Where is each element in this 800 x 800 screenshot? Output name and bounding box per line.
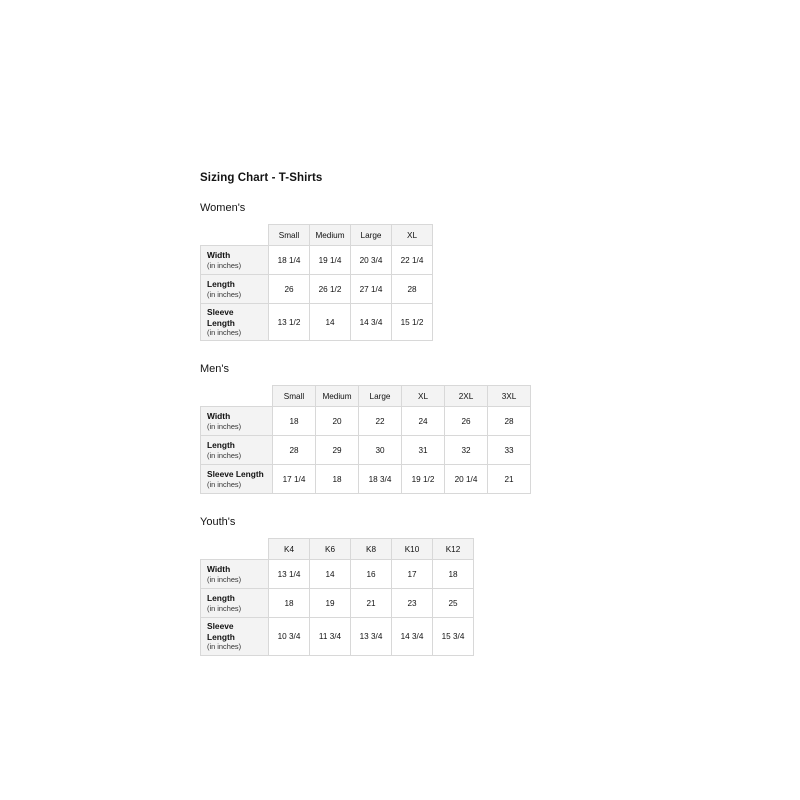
table-cell: 27 1/4	[351, 275, 392, 304]
column-header: Medium	[316, 386, 359, 407]
column-header: Small	[269, 225, 310, 246]
table-cell: 28	[273, 436, 316, 465]
table-header-row	[201, 386, 531, 407]
table-cell: 26 1/2	[310, 275, 351, 304]
section-mens	[200, 363, 800, 494]
row-unit: (in inches)	[207, 574, 242, 584]
column-header: Large	[351, 225, 392, 246]
row-label: Width	[207, 411, 231, 422]
table-header-row	[201, 225, 433, 246]
row-header	[201, 465, 273, 494]
column-header: K10	[392, 539, 433, 560]
column-header: K12	[433, 539, 474, 560]
row-label: Length	[207, 279, 235, 290]
table-cell: 20 1/4	[445, 465, 488, 494]
column-header: 2XL	[445, 386, 488, 407]
table-cell: 33	[488, 436, 531, 465]
table-cell: 11 3/4	[310, 618, 351, 655]
column-header: Medium	[310, 225, 351, 246]
column-header: K6	[310, 539, 351, 560]
column-header: K4	[269, 539, 310, 560]
row-unit: (in inches)	[207, 642, 242, 652]
table-cell: 19	[310, 589, 351, 618]
row-header	[201, 407, 273, 436]
row-header	[201, 304, 269, 341]
table-corner-cell	[201, 386, 273, 407]
table-cell: 14	[310, 304, 351, 341]
column-header: Large	[359, 386, 402, 407]
section-title-mens: Men's	[200, 363, 229, 376]
row-label: Length	[207, 440, 235, 451]
table-cell: 18 3/4	[359, 465, 402, 494]
table-cell: 28	[392, 275, 433, 304]
table-cell: 24	[402, 407, 445, 436]
table-row	[201, 246, 433, 275]
table-cell: 10 3/4	[269, 618, 310, 655]
page-title: Sizing Chart - T-Shirts	[200, 172, 323, 184]
table-cell: 31	[402, 436, 445, 465]
row-header	[201, 436, 273, 465]
row-header	[201, 618, 269, 655]
column-header: XL	[392, 225, 433, 246]
row-unit: (in inches)	[207, 260, 242, 270]
row-unit: (in inches)	[207, 289, 242, 299]
table-cell: 21	[488, 465, 531, 494]
table-cell: 13 1/4	[269, 560, 310, 589]
table-cell: 26	[445, 407, 488, 436]
table-cell: 18 1/4	[269, 246, 310, 275]
table-cell: 26	[269, 275, 310, 304]
table-cell: 28	[488, 407, 531, 436]
sizing-table-youths	[200, 538, 474, 655]
row-unit: (in inches)	[207, 450, 242, 460]
row-unit: (in inches)	[207, 479, 242, 489]
table-cell: 20 3/4	[351, 246, 392, 275]
row-header	[201, 560, 269, 589]
column-header: Small	[273, 386, 316, 407]
table-cell: 25	[433, 589, 474, 618]
row-label: Sleeve Length	[207, 307, 235, 328]
section-title-womens: Women's	[200, 202, 246, 214]
table-row	[201, 560, 474, 589]
table-cell: 18	[269, 589, 310, 618]
row-label: Sleeve Length	[207, 469, 264, 480]
table-cell: 14 3/4	[351, 304, 392, 341]
table-row	[201, 618, 474, 655]
table-cell: 18	[316, 465, 359, 494]
table-cell: 18	[433, 560, 474, 589]
row-label: Sleeve Length	[207, 621, 235, 642]
table-cell: 32	[445, 436, 488, 465]
table-cell: 19 1/2	[402, 465, 445, 494]
table-cell: 20	[316, 407, 359, 436]
table-corner-cell	[201, 225, 269, 246]
table-cell: 16	[351, 560, 392, 589]
row-label: Length	[207, 593, 235, 604]
sizing-table-womens	[200, 224, 433, 341]
row-header	[201, 275, 269, 304]
table-cell: 21	[351, 589, 392, 618]
row-label: Width	[207, 564, 231, 575]
row-header	[201, 589, 269, 618]
sizing-table-mens	[200, 385, 531, 494]
table-cell: 19 1/4	[310, 246, 351, 275]
table-cell: 23	[392, 589, 433, 618]
table-cell: 29	[316, 436, 359, 465]
table-row	[201, 465, 531, 494]
table-cell: 17	[392, 560, 433, 589]
table-row	[201, 436, 531, 465]
row-header	[201, 246, 269, 275]
column-header: K8	[351, 539, 392, 560]
table-cell: 13 3/4	[351, 618, 392, 655]
table-row	[201, 275, 433, 304]
table-cell: 30	[359, 436, 402, 465]
table-cell: 13 1/2	[269, 304, 310, 341]
table-row	[201, 407, 531, 436]
table-corner-cell	[201, 539, 269, 560]
table-cell: 22	[359, 407, 402, 436]
column-header: 3XL	[488, 386, 531, 407]
table-cell: 15 1/2	[392, 304, 433, 341]
row-label: Width	[207, 250, 231, 261]
table-cell: 14	[310, 560, 351, 589]
table-cell: 15 3/4	[433, 618, 474, 655]
section-youths	[200, 516, 800, 655]
table-cell: 14 3/4	[392, 618, 433, 655]
table-header-row	[201, 539, 474, 560]
row-unit: (in inches)	[207, 603, 242, 613]
section-womens	[200, 202, 800, 341]
table-cell: 17 1/4	[273, 465, 316, 494]
row-unit: (in inches)	[207, 328, 242, 337]
table-cell: 18	[273, 407, 316, 436]
table-row	[201, 304, 433, 341]
table-cell: 22 1/4	[392, 246, 433, 275]
column-header: XL	[402, 386, 445, 407]
row-unit: (in inches)	[207, 421, 242, 431]
table-row	[201, 589, 474, 618]
section-title-youths: Youth's	[200, 516, 236, 529]
